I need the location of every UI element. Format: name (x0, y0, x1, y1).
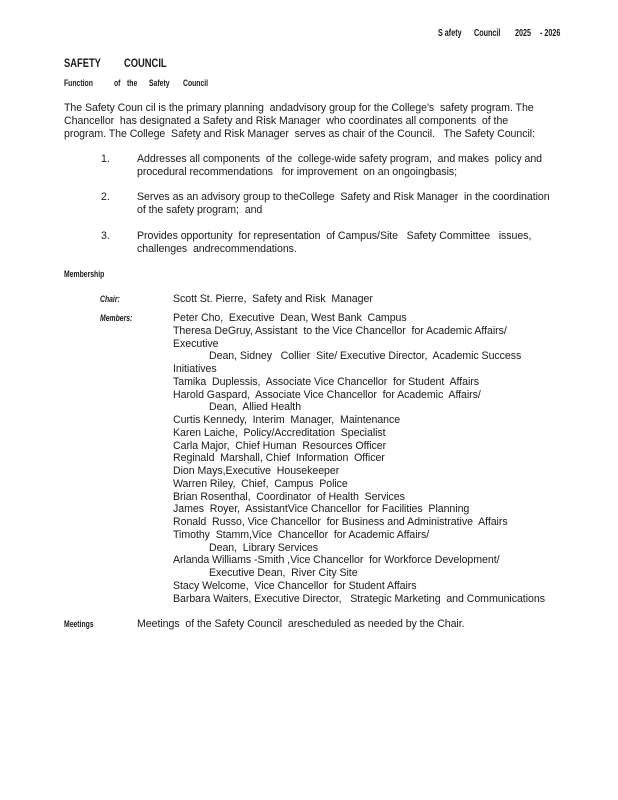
member-line: James Royer, AssistantVice Chancellor for Facilities Planning (173, 503, 470, 516)
list-item-line: Provides opportunity for representation of Campus/Site Safety Committee issues, (137, 230, 532, 242)
member-line: Harold Gaspard, Associate Vice Chancellor for Academic Affairs/ (173, 388, 481, 401)
member-line: Tamika Duplessis, Associate Vice Chancellor for Student Affairs (173, 375, 479, 388)
member-line: Stacy Welcome, Vice Chancellor for Student Affairs (173, 579, 417, 592)
member-line: Barbara Waiters, Executive Director, Strategic Marketing and Communications (173, 592, 545, 605)
title-word-safety: SAFETY (64, 56, 101, 70)
member-line: Dean, Library Services (209, 541, 318, 554)
member-line: Brian Rosenthal, Coordinator of Health Services (173, 490, 405, 503)
function-heading-word: the (127, 78, 138, 89)
running-header-year-end: - 2026 (540, 28, 561, 39)
member-line: Peter Cho, Executive Dean, West Bank Campus (173, 312, 407, 324)
list-item-number: 1. (101, 153, 110, 165)
chair-label: Chair: (100, 294, 120, 305)
member-line: Timothy Stamm,Vice Chancellor for Academic Affairs/ (173, 528, 430, 541)
title-word-council: COUNCIL (124, 56, 167, 70)
intro-line: Chancellor has designated a Safety and Risk Manager who coordinates all components of the (64, 115, 509, 127)
list-item-line: challenges andrecommendations. (137, 243, 297, 255)
list-item-line: procedural recommendations for improvement on an ongoingbasis; (137, 166, 458, 178)
member-line: Dean, Sidney Collier Site/ Executive Director, Academic Success (209, 350, 522, 363)
member-line: Dion Mays,Executive Housekeeper (173, 465, 340, 477)
member-line: Theresa DeGruy, Assistant to the Vice Chancellor for Academic Affairs/ (173, 324, 507, 337)
intro-line: The Safety Coun cil is the primary planning andadvisory group for the College's safety program. The (64, 102, 534, 114)
list-item-line: Serves as an advisory group to theCollege Safety and Risk Manager in the coordination (137, 191, 550, 203)
member-line: Executive (173, 337, 219, 350)
function-heading-word: Council (183, 78, 209, 89)
membership-heading: Membership (64, 269, 105, 280)
list-item-number: 3. (101, 230, 110, 242)
list-item-number: 2. (101, 191, 110, 203)
member-line: Executive Dean, River City Site (209, 567, 358, 579)
list-item-line: of the safety program; and (137, 204, 263, 216)
running-header-title-word1: S afety (438, 28, 462, 39)
member-line: Arlanda Williams -Smith ,Vice Chancellor for Workforce Development/ (173, 554, 500, 567)
members-label: Members: (100, 313, 133, 324)
member-line: Dean, Allied Health (209, 401, 302, 414)
member-line: Karen Laiche, Policy/Accreditation Specialist (173, 426, 386, 439)
intro-line: program. The College Safety and Risk Manager serves as chair of the Council. The Safety Council: (64, 128, 535, 140)
member-line: Reginald Marshall, Chief Information Officer (173, 452, 385, 465)
function-heading-word: Function (64, 78, 93, 89)
member-line: Carla Major, Chief Human Resources Officer (173, 439, 387, 452)
chair-value: Scott St. Pierre, Safety and Risk Manager (173, 293, 373, 305)
member-line: Ronald Russo, Vice Chancellor for Business and Administrative Affairs (173, 516, 508, 528)
function-heading-word: of (114, 78, 121, 89)
meetings-label: Meetings (64, 619, 94, 630)
member-line: Warren Riley, Chief, Campus Police (173, 477, 348, 490)
member-line: Initiatives (173, 363, 217, 375)
function-heading-word: Safety (149, 78, 170, 89)
running-header-title-word2: Council (474, 28, 501, 39)
running-header-year-start: 2025 (515, 28, 532, 39)
member-line: Curtis Kennedy, Interim Manager, Maintenance (173, 414, 401, 426)
list-item-line: Addresses all components of the college-wide safety program, and makes policy and (137, 153, 543, 165)
meetings-text: Meetings of the Safety Council arescheduled as needed by the Chair. (137, 618, 465, 630)
